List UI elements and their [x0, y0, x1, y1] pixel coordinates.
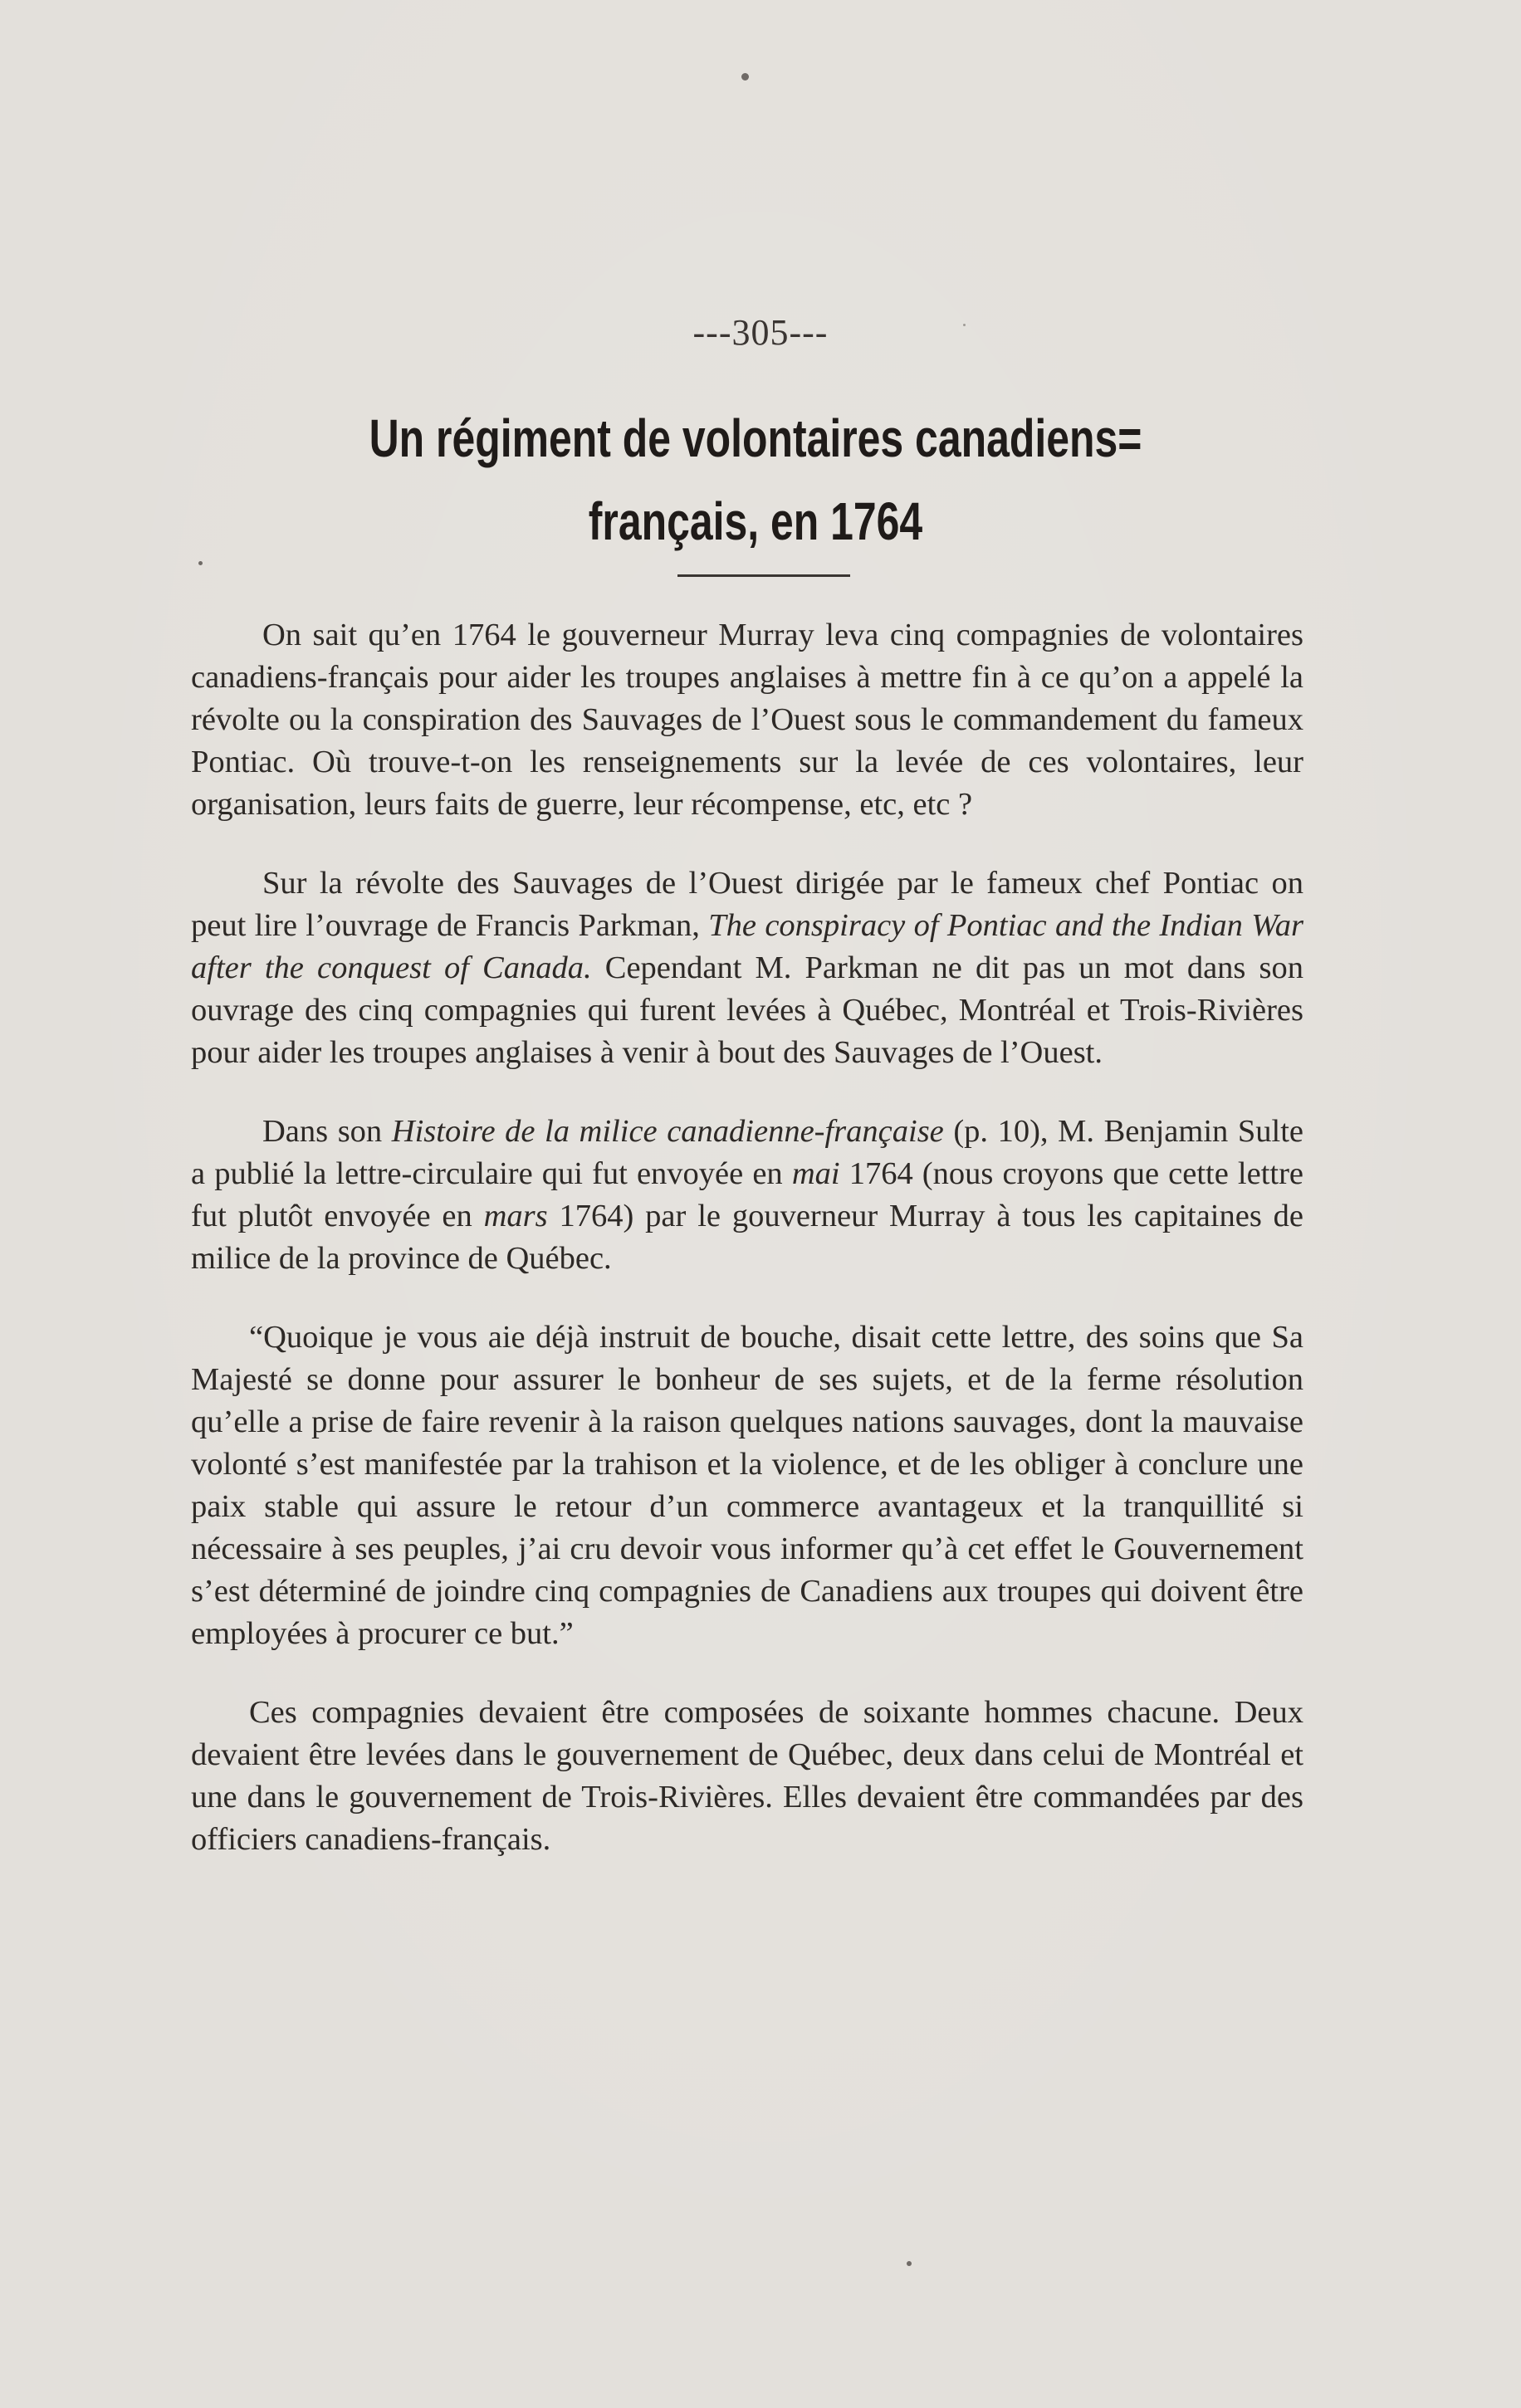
book-title-parkman: The conspiracy of Pontiac and the Indian War after the conquest of Canada.: [191, 908, 1303, 985]
article-title: [360, 397, 1151, 563]
article-title-line-1: Un régiment de volontaires canadiens=: [369, 408, 1142, 468]
paragraph-text: 1764) par le gouverneur Murray à tous les capitaines de milice de la province de Québec.: [191, 1199, 1304, 1276]
paragraph-text: (p. 10), M. Benjamin Sulte a publié la lettre-circulaire qui fut envoyée en: [191, 1114, 1303, 1191]
paragraph-sulte: [191, 1111, 1303, 1280]
month-mars: mars: [483, 1199, 548, 1233]
article-body: [191, 614, 1303, 1898]
page-number: ---305---: [692, 312, 829, 353]
paragraph-letter-quote: “Quoique je vous aie déjà instruit de bouche, disait cette lettre, des soins que Sa Majesté se donne pour assurer le bonheur de ses sujets, et de la ferme résolution qu’elle a prise de faire revenir à la raison quelques nations sauvages, dont la mauvaise volonté s’est manifestée par la trahison et la violence, et de les obliger à conclure une paix stable qui assure le retour d’un commerce avantageux et la tranquillité si nécessaire à ses peuples, j’ai cru devoir vous informer qu’à cet effet le Gouvernement s’est déterminé de joindre cinq compagnies de Canadiens aux troupes qui doivent être employées à procurer ce but.”: [191, 1320, 1303, 1651]
paragraph-text: Sur la révolte des Sauvages de l’Ouest dirigée par le fameux chef Pontiac on peut lire l’ouvrage de Francis Parkman,: [191, 866, 1303, 943]
paper-speck: [741, 73, 749, 81]
paragraph-text: Dans son: [262, 1114, 383, 1149]
paragraph-text: 1764 (nous croyons que cette lettre fut plutôt envoyée en: [191, 1156, 1304, 1233]
paragraph-companies: Ces compagnies devaient être composées de soixante hommes chacune. Deux devaient être levées dans le gouvernement de Québec, deux dans celui de Montréal et une dans le gouvernement de Trois-Rivières. Elles devaient être commandées par des officiers canadiens-français.: [191, 1695, 1303, 1857]
paper-speck: [907, 2261, 912, 2266]
paragraph-intro: On sait qu’en 1764 le gouverneur Murray leva cinq compagnies de volontaires canadiens-français pour aider les troupes anglaises à mettre fin à ce qu’on a appelé la révolte ou la conspiration des Sauvages de l’Ouest sous le commandement du fameux Pontiac. Où trouve-t-on les renseignements sur la levée de ces volontaires, leur organisation, leurs faits de guerre, leur récompense, etc, etc ?: [191, 618, 1303, 822]
paragraph-text: Cependant M. Parkman ne dit pas un mot dans son ouvrage des cinq compagnies qui furent levées à Québec, Montréal et Trois-Rivières pour aider les troupes anglaises à venir à bout des Sauvages de l’Ouest.: [191, 950, 1304, 1070]
book-title-sulte: Histoire de la milice canadienne-française: [391, 1114, 944, 1149]
article-title-line-2: français, en 1764: [588, 491, 923, 551]
paper-speck: [198, 561, 203, 565]
paragraph-parkman: [191, 862, 1303, 1074]
month-mai: mai: [791, 1156, 840, 1191]
title-divider: [677, 574, 850, 577]
